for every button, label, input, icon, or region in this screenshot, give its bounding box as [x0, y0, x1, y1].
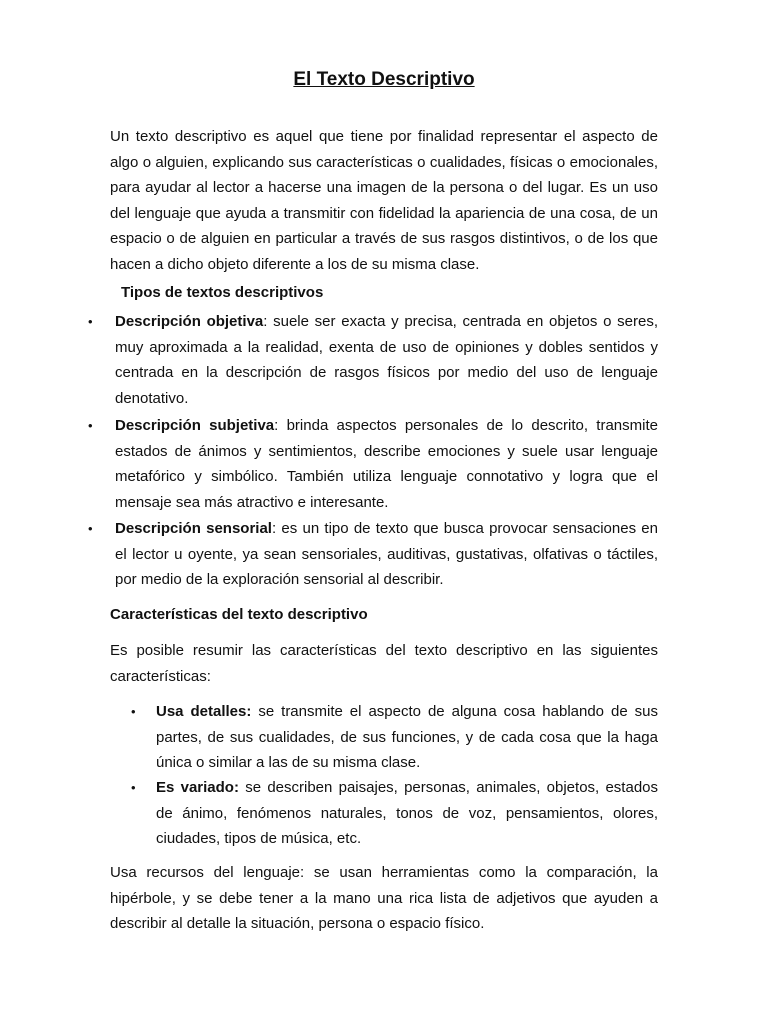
bullet-icon: •: [88, 314, 93, 329]
tipos-item-objetiva: [88, 309, 658, 411]
bullet-icon: •: [88, 418, 93, 433]
tipos-item-subjetiva: [88, 413, 658, 515]
closing-paragraph: Usa recursos del lenguaje: se usan herramientas como la comparación, la hipérbole, y se debe tener a la mano una rica lista de adjetivos que ayuden a describir al detalle la situación, persona o espacio físico.: [110, 864, 658, 933]
intro-paragraph: Un texto descriptivo es aquel que tiene por finalidad representar el aspecto de algo o alguien, explicando sus características o cualidades, físicas o emocionales, para ayudar al lector a hacerse una imagen de la persona o del lugar. Es un uso del lenguaje que ayuda a transmitir con fidelidad la apariencia de una cosa, de un espacio o de alguien en particular a través de sus rasgos distintivos, o de los que hacen a dicho objeto diferente a los de su misma clase.: [110, 128, 658, 273]
document-title: El Texto Descriptivo: [293, 69, 475, 90]
bullet-icon: •: [88, 521, 93, 536]
item-term: Descripción sensorial: [115, 520, 272, 537]
item-text: : brinda aspectos personales de lo descrito, transmite estados de ánimos y sentimientos, describe emociones y suele usar lenguaje metafórico y simbólico. También utiliza lenguaje connotativo y logra que el mensaje sea más atractivo e interesante.: [115, 417, 658, 511]
item-term: Es variado:: [156, 779, 239, 796]
item-text: : suele ser exacta y precisa, centrada en objetos o seres, muy aproximada a la realidad, exenta de uso de opiniones y dobles sentidos y centrada en la descripción de rasgos físicos por medio del uso de lenguaje denotativo.: [115, 313, 658, 407]
caracteristicas-item-detalles: [131, 699, 658, 776]
item-term: Descripción subjetiva: [115, 417, 275, 434]
item-term: Descripción objetiva: [115, 313, 264, 330]
bullet-icon: •: [131, 704, 136, 719]
item-text: se transmite el aspecto de alguna cosa hablando de sus partes, de sus cualidades, de sus funciones, y de cada cosa que la haga única o similar a las de su misma clase.: [156, 703, 658, 771]
item-text: : es un tipo de texto que busca provocar sensaciones en el lector u oyente, ya sean sensoriales, auditivas, gustativas, olfativas o táctiles, por medio de la exploración sensorial al describir.: [115, 520, 658, 588]
caracteristicas-heading: Características del texto descriptivo: [110, 606, 368, 623]
caracteristicas-lead: Es posible resumir las características del texto descriptivo en las siguientes características:: [110, 642, 658, 685]
tipos-item-sensorial: [88, 516, 658, 593]
caracteristicas-item-variado: [131, 775, 658, 852]
bullet-icon: •: [131, 780, 136, 795]
item-term: Usa detalles:: [156, 703, 252, 720]
item-text: se describen paisajes, personas, animales, objetos, estados de ánimo, fenómenos naturales, tonos de voz, pensamientos, olores, ciudades, tipos de música, etc.: [156, 779, 658, 847]
tipos-heading: Tipos de textos descriptivos: [121, 284, 324, 301]
